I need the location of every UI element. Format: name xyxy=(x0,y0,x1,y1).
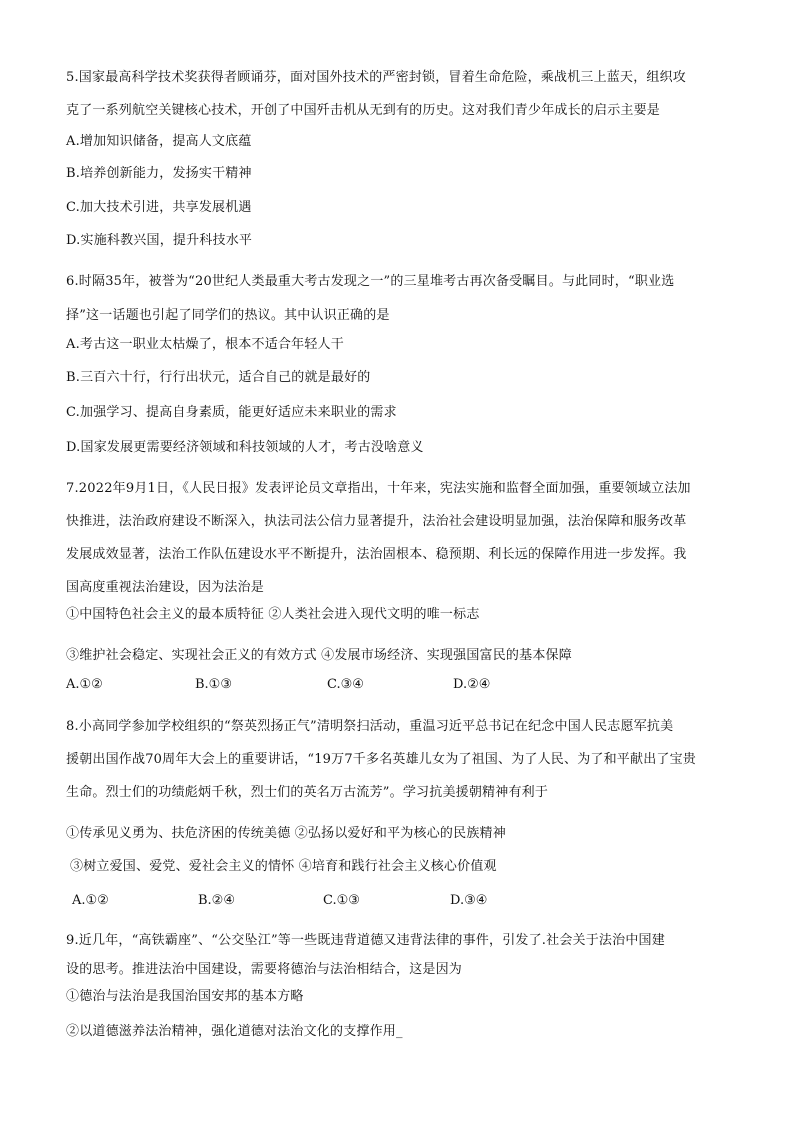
q8-option-b: B.②④ xyxy=(198,893,235,908)
q8-option-d: D.③④ xyxy=(450,893,488,908)
q9-statement-2: ②以道德滋养法治精神，强化道德对法治文化的支撑作用_ xyxy=(66,1024,403,1039)
q6-option-d: D.国家发展更需要经济领域和科技领域的人才，考古没啥意义 xyxy=(66,440,424,455)
q7-stem-line-4: 国高度重视法治建设，因为法治是 xyxy=(66,580,265,595)
q8-statements-3-4: ③树立爱国、爱党、爱社会主义的情怀 ④培育和践行社会主义核心价值观 xyxy=(70,859,497,874)
q7-option-b: B.①③ xyxy=(195,677,232,692)
q5-stem-line-2: 克了一系列航空关键核心技术，开创了中国歼击机从无到有的历史。这对我们青少年成长的启示主要是 xyxy=(66,103,661,118)
q5-option-c: C.加大技术引进，共享发展机遇 xyxy=(66,200,252,215)
q5-option-d: D.实施科教兴国，提升科技水平 xyxy=(66,233,253,248)
q9-stem-line-2: 设的思考。推进法治中国建设，需要将德治与法治相结合，这是因为 xyxy=(66,962,463,977)
q7-option-d: D.②④ xyxy=(453,677,491,692)
q6-option-c: C.加强学习、提高自身素质，能更好适应未来职业的需求 xyxy=(66,405,397,420)
q8-stem-line-3: 生命。烈士们的功绩彪炳千秋，烈士们的英名万古流芳”。学习抗美援朝精神有利于 xyxy=(66,785,549,800)
q7-stem-line-2: 快推进，法治政府建设不断深入，执法司法公信力显著提升，法治社会建设明显加强，法治保障和服务改革 xyxy=(66,514,687,529)
q6-stem-line-2: 择”这一话题也引起了同学们的热议。其中认识正确的是 xyxy=(66,308,390,323)
q6-option-a: A.考古这一职业太枯燥了，根本不适合年轻人干 xyxy=(66,337,344,352)
q7-statements-3-4: ③维护社会稳定、实现社会正义的有效方式 ④发展市场经济、实现强国富民的基本保障 xyxy=(66,648,572,663)
q9-stem-line-1: 9.近几年，“高铁霸座”、“公交坠江”等一些既违背道德又违背法律的事件，引发了.社会关于法治中国建 xyxy=(66,933,665,948)
q8-option-c: C.①③ xyxy=(323,893,360,908)
q7-option-c: C.③④ xyxy=(327,677,364,692)
q9-statement-1: ①德治与法治是我国治国安邦的基本方略 xyxy=(66,989,304,1004)
q7-stem-line-3: 发展成效显著，法治工作队伍建设水平不断提升，法治固根本、稳预期、利长远的保障作用进一步发挥。我 xyxy=(66,547,687,562)
q8-statements-1-2: ①传承见义勇为、扶危济困的传统美德 ②弘扬以爱好和平为核心的民族精神 xyxy=(66,826,506,841)
q8-option-a: A.①② xyxy=(72,893,109,908)
q6-option-b: B.三百六十行，行行出状元，适合自己的就是最好的 xyxy=(66,370,371,385)
q5-option-a: A.增加知识储备，提高人文底蕴 xyxy=(66,134,252,149)
q7-option-a: A.①② xyxy=(66,677,103,692)
q7-statements-1-2: ①中国特色社会主义的最本质特征 ②人类社会进入现代文明的唯一标志 xyxy=(66,607,480,622)
q5-option-b: B.培养创新能力，发扬实干精神 xyxy=(66,166,252,181)
q8-stem-line-2: 援朝出国作战70周年大会上的重要讲话，“19万7千多名英雄儿女为了祖国、为了人民、为了和平献出了宝贵 xyxy=(66,752,697,767)
q5-stem-line-1: 5.国家最高科学技术奖获得者顾诵芬，面对国外技术的严密封锁，冒着生命危险，乘战机三上蓝天，组织攻 xyxy=(66,70,687,85)
q6-stem-line-1: 6.时隔35年，被誉为“20世纪人类最重大考古发现之一”的三星堆考古再次备受瞩目。与此同时，“职业选 xyxy=(66,274,675,289)
q8-stem-line-1: 8.小高同学参加学校组织的“祭英烈扬正气”清明祭扫活动，重温习近平总书记在纪念中国人民志愿军抗美 xyxy=(66,719,674,734)
q7-stem-line-1: 7.2022年9月1日，《人民日报》发表评论员文章指出，十年来，宪法实施和监督全面加强，重要领域立法加 xyxy=(66,481,691,496)
